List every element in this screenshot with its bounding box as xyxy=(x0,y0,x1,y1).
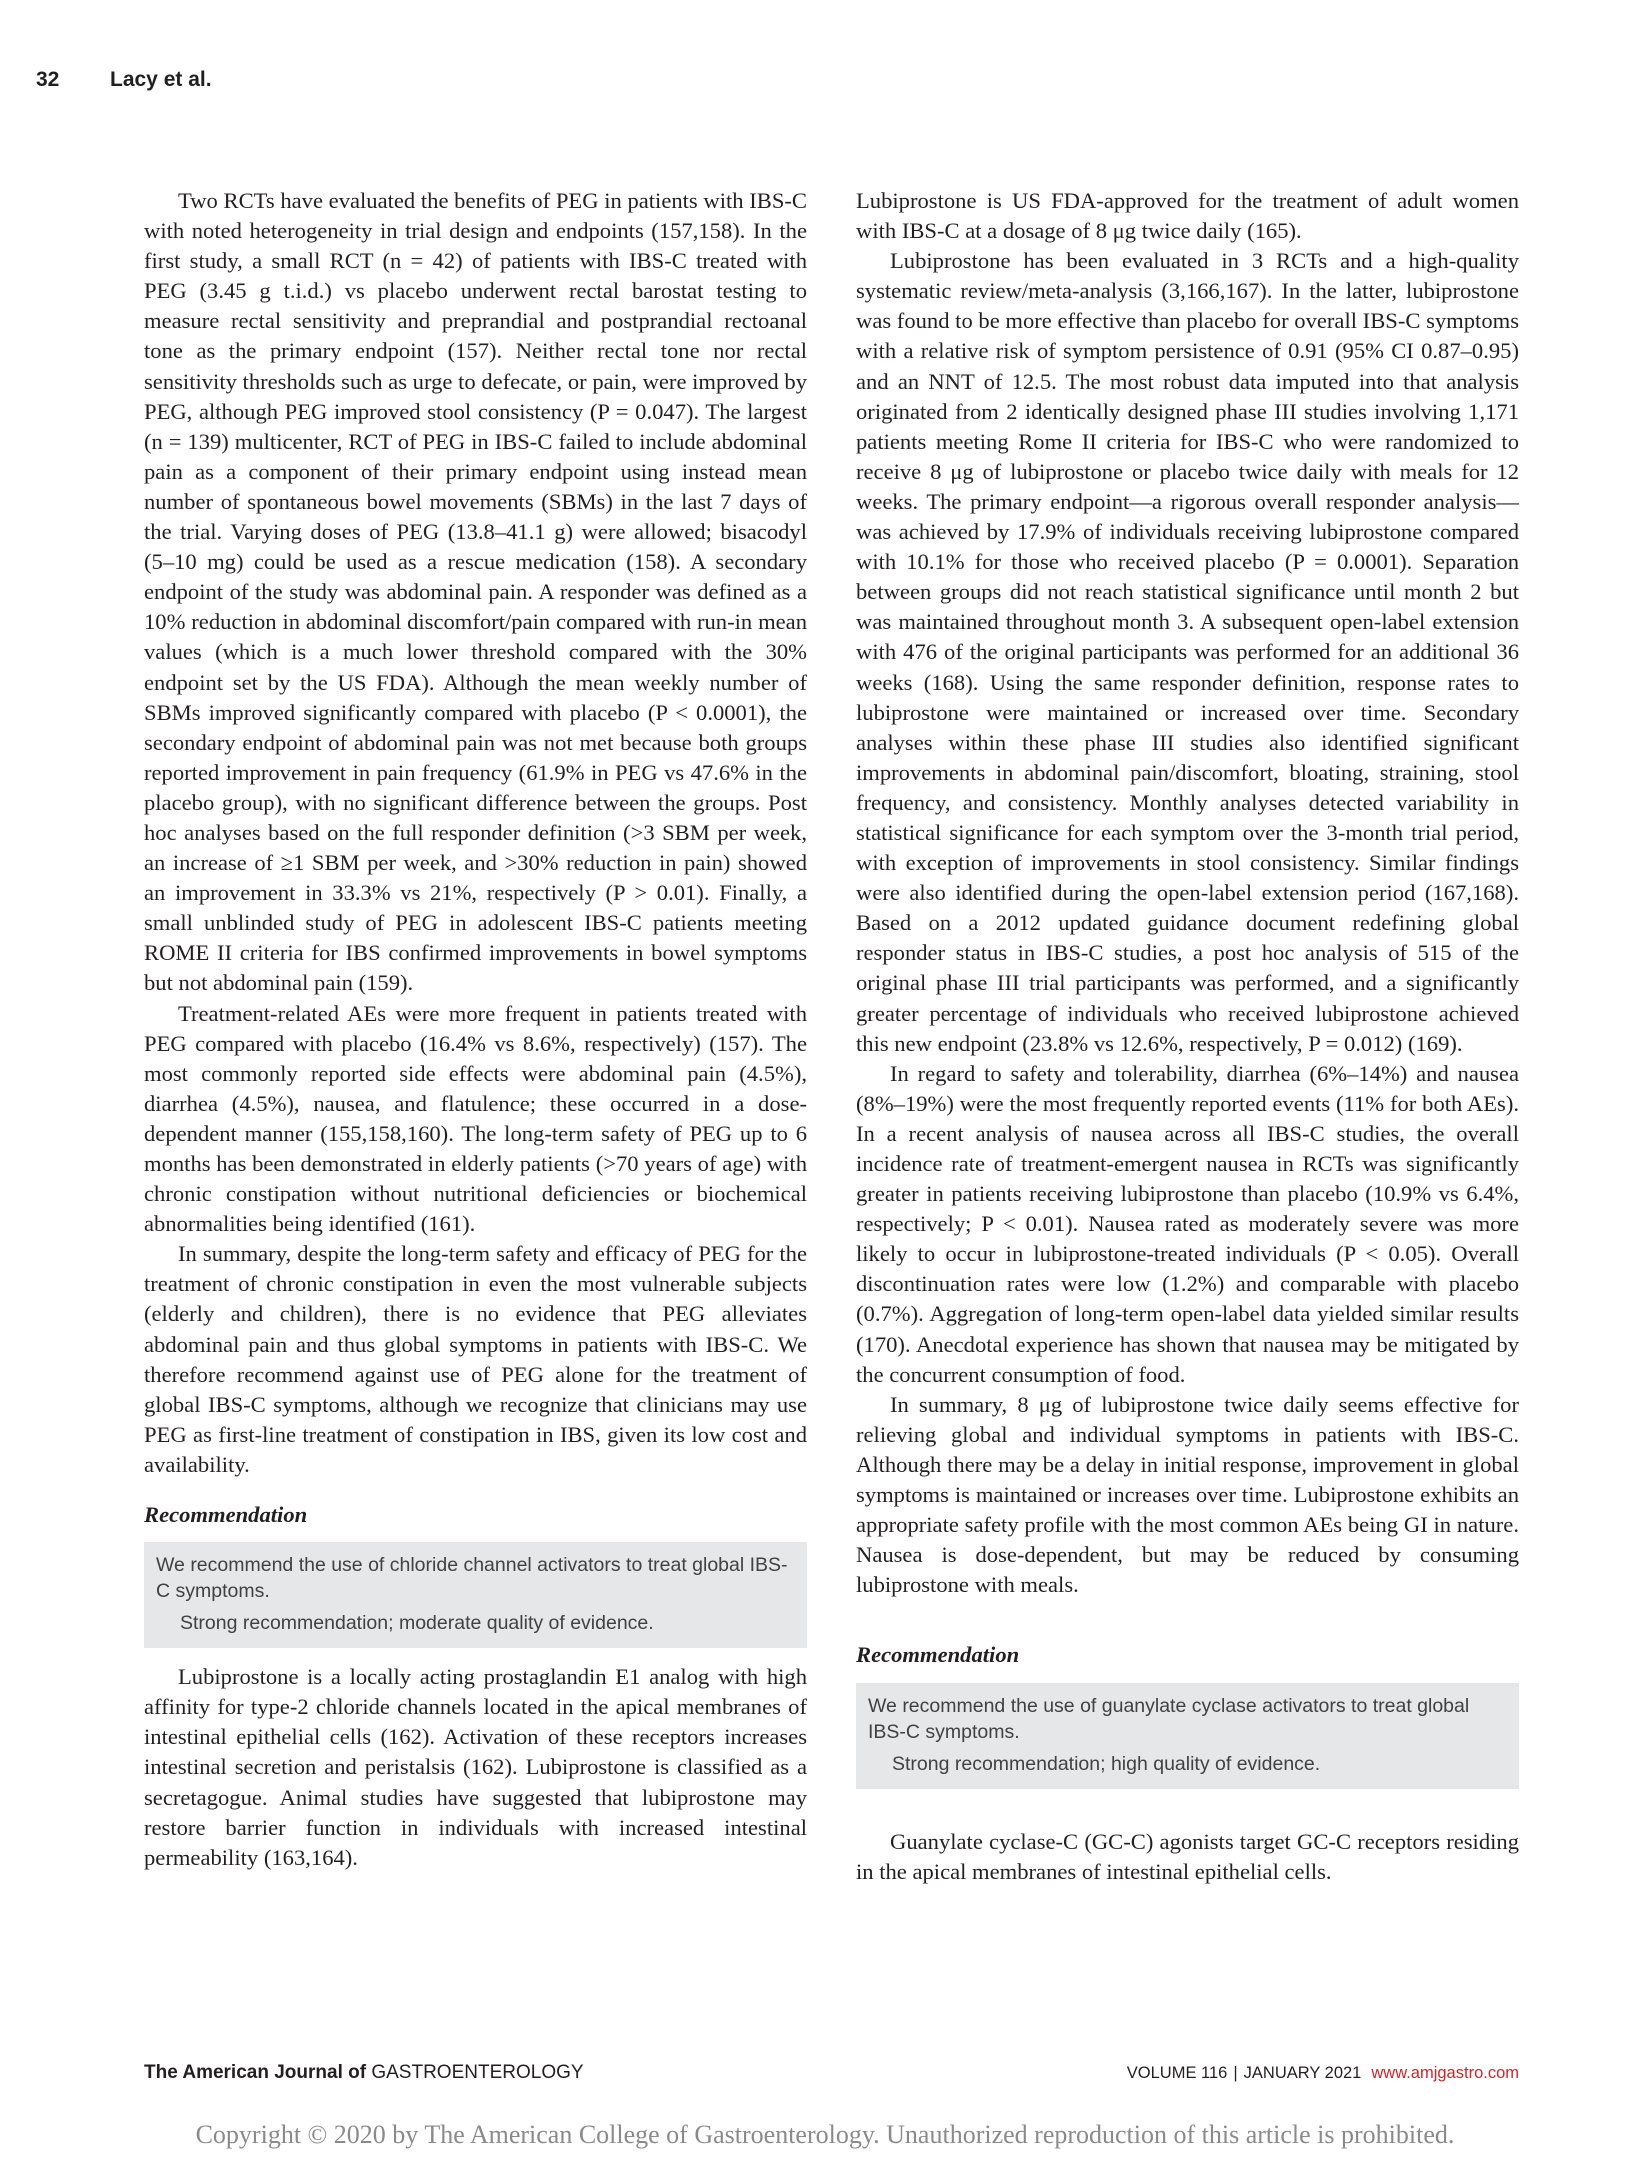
paragraph-peg-rcts: Two RCTs have evaluated the benefits of PEG in patients with IBS-C with noted heterogeneity in trial design and endpoints (157,158). In the first study, a small RCT (n = 42) of patients with IBS-C treated with PEG (3.45 g t.i.d.) vs placebo underwent rectal barostat testing to measure rectal sensitivity and preprandial and postprandial rectoanal tone as the primary endpoint (157). Neither rectal tone nor rectal sensitivity thresholds such as urge to defecate, or pain, were improved by PEG, although PEG improved stool consistency (P = 0.047). The largest (n = 139) multicenter, RCT of PEG in IBS-C failed to include abdominal pain as a component of their primary endpoint using instead mean number of spontaneous bowel movements (SBMs) in the last 7 days of the trial. Varying doses of PEG (13.8–41.1 g) were allowed; bisacodyl (5–10 mg) could be used as a rescue medication (158). A secondary endpoint of the study was abdominal pain. A responder was defined as a 10% reduction in abdominal discomfort/pain compared with run-in mean values (which is a much lower threshold compared with the 30% endpoint set by the US FDA). Although the mean weekly number of SBMs improved significantly compared with placebo (P < 0.0001), the secondary endpoint of abdominal pain was not met because both groups reported improvement in pain frequency (61.9% in PEG vs 47.6% in the placebo group), with no significant difference between the groups. Post hoc analyses based on the full responder definition (>3 SBM per week, an increase of ≥1 SBM per week, and >30% reduction in pain) showed an improvement in 33.3% vs 21%, respectively (P > 0.01). Finally, a small unblinded study of PEG in adolescent IBS-C patients meeting ROME II criteria for IBS confirmed improvements in bowel symptoms but not abdominal pain (159). xyxy=(144,188,807,996)
right-column xyxy=(856,186,1519,1887)
journal-name-prefix: The American Journal of xyxy=(144,2062,367,2083)
paragraph-lubiprostone-intro: Lubiprostone is a locally acting prostaglandin E1 analog with high affinity for type-2 chloride channels located in the apical membranes of intestinal epithelial cells (162). Activation of these receptors increases intestinal secretion and peristalsis (162). Lubiprostone is classified as a secretagogue. Animal studies have suggested that lubiprostone may restore barrier function in individuals with increased intestinal permeability (163,164). xyxy=(144,1664,807,1870)
recommendation-box-guanylate xyxy=(856,1683,1519,1789)
journal-url-link[interactable]: www.amjgastro.com xyxy=(1371,2064,1519,2082)
paragraph-peg-aes: Treatment-related AEs were more frequent in patients treated with PEG compared with placebo (16.4% vs 8.6%, respectively) (157). The most commonly reported side effects were abdominal pain (4.5%), diarrhea (4.5%), nausea, and flatulence; these occurred in a dose-dependent manner (155,158,160). The long-term safety of PEG up to 6 months has been demonstrated in elderly patients (>70 years of age) with chronic constipation without nutritional deficiencies or biochemical abnormalities being identified (161). xyxy=(144,1000,807,1237)
volume-line xyxy=(1127,2064,1519,2083)
recommendation-strength: Strong recommendation; moderate quality of evidence. xyxy=(180,1612,654,1635)
paragraph-gcc-agonists: Guanylate cyclase-C (GC-C) agonists target GC-C receptors residing in the apical membranes of intestinal epithelial cells. xyxy=(856,1828,1519,1884)
paragraph-lubiprostone-fda: Lubiprostone is US FDA-approved for the treatment of adult women with IBS-C at a dosage of 8 μg twice daily (165). xyxy=(856,188,1519,244)
copyright-notice: Copyright © 2020 by The American College of Gastroenterology. Unauthorized reproduction of this article is prohibited. xyxy=(195,2120,1455,2149)
paragraph-lubiprostone-rcts: Lubiprostone has been evaluated in 3 RCTs and a high-quality systematic review/meta-analysis (3,166,167). In the latter, lubiprostone was found to be more effective than placebo for overall IBS-C symptoms with a relative risk of symptom persistence of 0.91 (95% CI 0.87–0.95) and an NNT of 12.5. The most robust data imputed into that analysis originated from 2 identically designed phase III studies involving 1,171 patients meeting Rome II criteria for IBS-C who were randomized to receive 8 μg of lubiprostone or placebo twice daily with meals for 12 weeks. The primary endpoint—a rigorous overall responder analysis—was achieved by 17.9% of individuals receiving lubiprostone compared with 10.1% for those who received placebo (P = 0.0001). Separation between groups did not reach statistical significance until month 2 but was maintained throughout month 3. A subsequent open-label extension with 476 of the original participants was performed for an additional 36 weeks (168). Using the same responder definition, response rates to lubiprostone were maintained or increased over time. Secondary analyses within these phase III studies also identified significant improvements in abdominal pain/discomfort, bloating, straining, stool frequency, and consistency. Monthly analyses detected variability in statistical significance for each symptom over the 3-month trial period, with exception of improvements in stool consistency. Similar findings were also identified during the open-label extension period (167,168). Based on a 2012 updated guidance document redefining global responder status in IBS-C studies, a post hoc analysis of 515 of the original phase III trial participants was performed, and a significantly greater percentage of individuals who received lubiprostone achieved this new endpoint (23.8% vs 12.6%, respectively, P = 0.012) (169). xyxy=(856,248,1519,1056)
recommendation-strength: Strong recommendation; high quality of evidence. xyxy=(892,1752,1321,1775)
running-head-authors: Lacy et al. xyxy=(110,68,212,91)
recommendation-text: We recommend the use of chloride channel activators to treat global IBS-C symptoms. xyxy=(156,1554,788,1603)
journal-name xyxy=(144,2062,584,2084)
paragraph-peg-summary: In summary, despite the long-term safety and efficacy of PEG for the treatment of chronic constipation in even the most vulnerable subjects (elderly and children), there is no evidence that PEG alleviates abdominal pain and thus global symptoms in patients with IBS-C. We therefore recommend against use of PEG alone for the treatment of global IBS-C symptoms, although we recognize that clinicians may use PEG as first-line treatment of constipation in IBS, given its low cost and availability. xyxy=(144,1241,807,1477)
recommendation-heading: Recommendation xyxy=(856,1642,1020,1668)
journal-name-title: GASTROENTEROLOGY xyxy=(371,2062,584,2083)
issue-date: JANUARY 2021 xyxy=(1243,2064,1362,2082)
paragraph-lubiprostone-summary: In summary, 8 μg of lubiprostone twice daily seems effective for relieving global and individual symptoms in patients with IBS-C. Although there may be a delay in initial response, improvement in global symptoms is maintained or increases over time. Lubiprostone exhibits an appropriate safety profile with the most common AEs being GI in nature. Nausea is dose-dependent, but may be reduced by consuming lubiprostone with meals. xyxy=(856,1391,1519,1598)
paragraph-lubiprostone-safety: In regard to safety and tolerability, diarrhea (6%–14%) and nausea (8%–19%) were the most frequently reported events (11% for both AEs). In a recent analysis of nausea across all IBS-C studies, the overall incidence rate of treatment-emergent nausea in RCTs was significantly greater in patients receiving lubiprostone than placebo (10.9% vs 6.4%, respectively; P < 0.01). Nausea rated as moderately severe was more likely to occur in lubiprostone-treated individuals (P < 0.05). Overall discontinuation rates were low (1.2%) and comparable with placebo (0.7%). Aggregation of long-term open-label data yielded similar results (170). Anecdotal experience has shown that nausea may be mitigated by the concurrent consumption of food. xyxy=(856,1060,1519,1387)
recommendation-heading: Recommendation xyxy=(144,1502,308,1528)
recommendation-text: We recommend the use of guanylate cyclase activators to treat global IBS-C symptoms. xyxy=(868,1694,1470,1743)
running-head xyxy=(36,68,212,92)
left-column xyxy=(144,186,807,1873)
page-number: 32 xyxy=(36,68,60,91)
separator: | xyxy=(1233,2064,1238,2082)
recommendation-box-chloride xyxy=(144,1542,807,1648)
volume: VOLUME 116 xyxy=(1126,2064,1228,2082)
